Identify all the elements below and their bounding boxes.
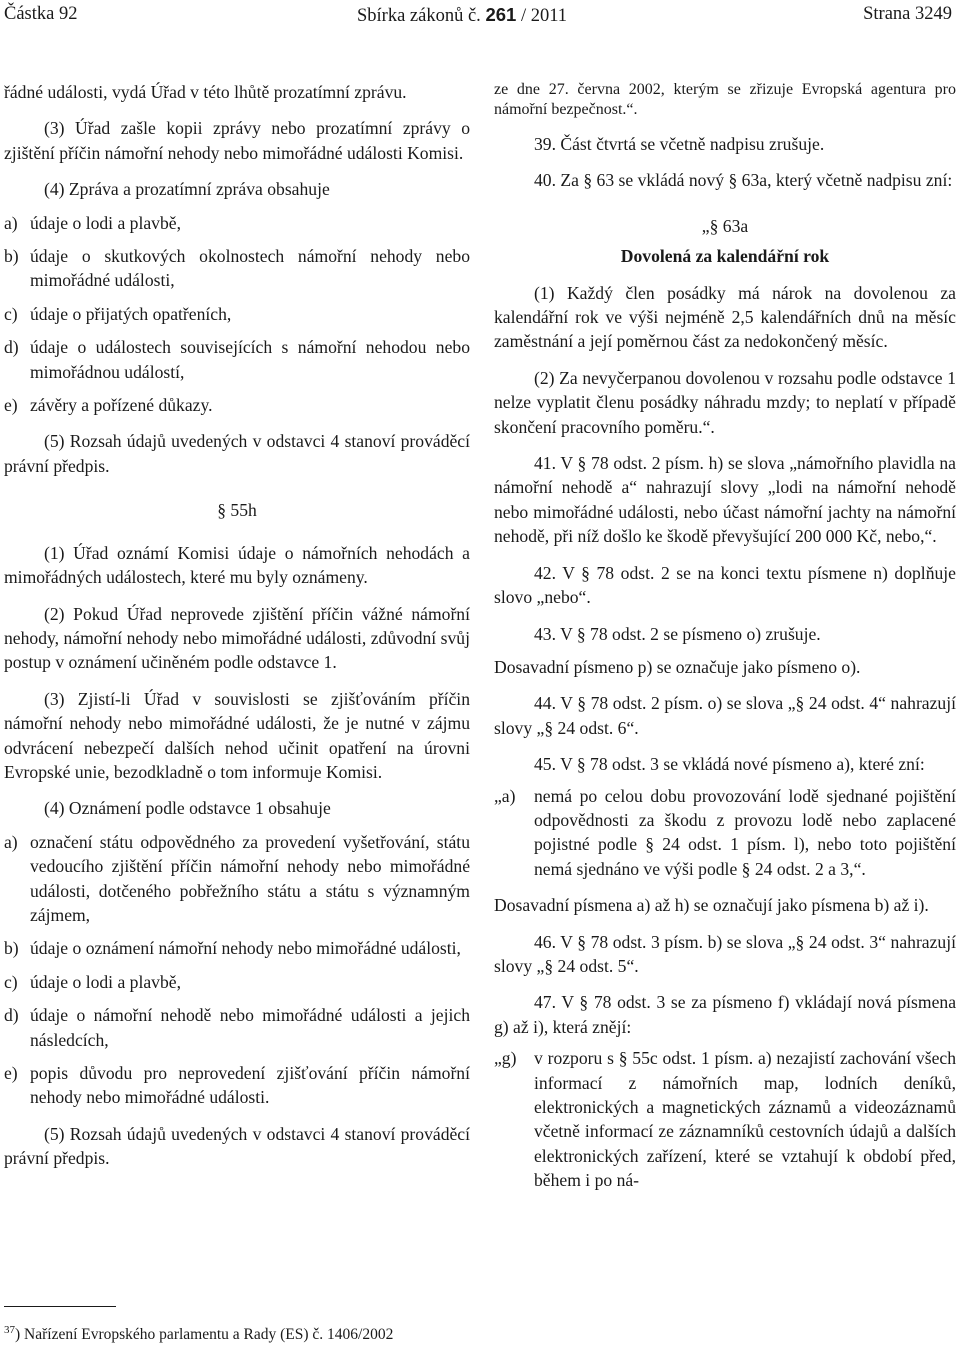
paragraph: (1) Úřad oznámí Komisi údaje o námořních nehodách a mimořádných událostech, které mu byly oznámeny.: [4, 542, 470, 588]
left-column: [4, 80, 470, 1171]
list-item: d) údaje o událostech souvisejících s námořní nehodou nebo mimořádnou událostí,: [4, 337, 470, 382]
footnote-text: ) Nařízení Evropského parlamentu a Rady (ES) č. 1406/2002: [15, 1326, 394, 1344]
section-title: Dovolená za kalendářní rok: [620, 246, 830, 267]
list-item: b) údaje o oznámení námořní nehody nebo mimořádné události,: [4, 938, 461, 959]
law-number: 261: [485, 4, 517, 25]
paragraph: (3) Zjistí-li Úřad v souvislosti se zjišťováním příčin námořní nehody nebo mimořádné události, že je nutné v zájmu odvrácení nebezpečí dalších nehod učinit opatření na úrovni Evropské unie, bezodkladně o tom informuje Komisi.: [4, 688, 470, 782]
paragraph: 47. V § 78 odst. 3 se za písmeno f) vkládají nová písmena g) až i), která znějí:: [494, 992, 956, 1037]
footnote-mark: 37: [4, 1324, 15, 1336]
footnote-divider: [4, 1306, 116, 1307]
paragraph: 43. V § 78 odst. 2 se písmeno o) zrušuje.: [534, 623, 821, 644]
paragraph: Dosavadní písmena a) až h) se označují jako písmena b) až i).: [494, 895, 929, 916]
list-item: a) údaje o lodi a plavbě,: [4, 212, 181, 233]
list-item: e) popis důvodu pro neprovedení zjišťování příčin námořní nehody nebo mimořádné události.: [4, 1063, 470, 1108]
paragraph: 42. V § 78 odst. 2 se na konci textu písmene n) doplňuje slovo „nebo“.: [494, 562, 956, 608]
paragraph: (5) Rozsah údajů uvedených v odstavci 4 stanoví prováděcí právní předpis.: [4, 1123, 470, 1169]
issue-number: Částka 92: [4, 4, 78, 24]
footnote: [4, 1320, 393, 1345]
paragraph: (4) Oznámení podle odstavce 1 obsahuje: [44, 798, 331, 819]
paragraph: 45. V § 78 odst. 3 se vkládá nové písmeno a), které zní:: [534, 754, 925, 775]
paragraph: řádné události, vydá Úřad v této lhůtě prozatímní zprávu.: [4, 82, 407, 102]
paragraph: (2) Za nevyčerpanou dovolenou v rozsahu podle odstavce 1 nelze vyplatit členu posádky náhradu mzdy; to neplatí v případě skončení pracovního poměru.“.: [494, 367, 956, 437]
paragraph: 40. Za § 63 se vkládá nový § 63a, který včetně nadpisu zní:: [534, 170, 953, 191]
paragraph: 46. V § 78 odst. 3 písm. b) se slova „§ 24 odst. 3“ nahrazují slovy „§ 24 odst. 5“.: [494, 931, 956, 976]
paragraph: (3) Úřad zašle kopii zprávy nebo prozatímní zprávy o zjištění příčin námořní nehody nebo mimořádné události Komisi.: [4, 118, 470, 163]
list-item: „a) nemá po celou dobu provozování lodě sjednané pojištění odpovědnosti za škodu z provozu lodě nebo zaplacené pojistné podle § 24 odst. 1 písm. l), nebo toto pojištění nemá sjednáno ve výši podle § 24 odst. 2 a 3,“.: [494, 785, 956, 879]
footnote-continuation: ze dne 27. června 2002, kterým se zřizuje Evropská agentura pro námořní bezpečnost.“.: [494, 81, 956, 118]
right-column: [494, 80, 956, 1193]
list-item: c) údaje o lodi a plavbě,: [4, 971, 181, 992]
paragraph: 41. V § 78 odst. 2 písm. h) se slova „námořního plavidla na námořní nehodě a“ nahrazují slovy „lodi na námořní nehodě nebo mimořádné události, nebo účast námořní jachty na námořní nehodě, při níž došlo ke škodě převyšující 200 000 Kč, nebo,“.: [494, 453, 956, 547]
list-item: d) údaje o námořní nehodě nebo mimořádné události a jejich následcích,: [4, 1005, 470, 1050]
list-item: c) údaje o přijatých opatřeních,: [4, 303, 232, 324]
paragraph: (5) Rozsah údajů uvedených v odstavci 4 stanoví prováděcí právní předpis.: [4, 431, 470, 476]
page-header: [4, 4, 956, 34]
list-item: „g) v rozporu s § 55c odst. 1 písm. a) nezajistí zachování všech informací z námořních map, lodních deníků, elektronických a magnetických záznamů a videozáznamů včetně informací ze záznamníků cestovních údajů a dalších elektronických zařízení, které se vztahují k období před, během i po ná-: [494, 1048, 956, 1191]
list-contents: [4, 830, 470, 1110]
paragraph: (4) Zpráva a prozatímní zpráva obsahuje: [44, 179, 330, 200]
collection-title: Sbírka zákonů č. 261 / 2011: [357, 4, 568, 26]
list-item: b) údaje o skutkových okolnostech námořní nehody nebo mimořádné události,: [4, 246, 470, 291]
paragraph: 39. Část čtvrtá se včetně nadpisu zrušuje.: [534, 134, 825, 154]
list-item: e) závěry a pořízené důkazy.: [4, 395, 213, 416]
list-contents: [4, 211, 470, 418]
paragraph: 44. V § 78 odst. 2 písm. o) se slova „§ 24 odst. 4“ nahrazují slovy „§ 24 odst. 6“.: [494, 693, 956, 738]
paragraph: Dosavadní písmeno p) se označuje jako písmeno o).: [494, 656, 861, 677]
page-number: Strana 3249: [863, 4, 952, 24]
section-heading: § 55h: [217, 500, 257, 521]
paragraph: (2) Pokud Úřad neprovede zjištění příčin vážné námořní nehody, námořní nehody nebo mimořádné události, zdůvodní svůj postup v oznámení učiněném podle odstavce 1.: [4, 603, 470, 673]
list-item: a) označení státu odpovědného za provedení vyšetřování, státu vedoucího zjištění příčin námořní nehody nebo mimořádné události, dotčeného pobřežního státu a státu s významným zájmem,: [4, 831, 470, 925]
paragraph: (1) Každý člen posádky má nárok na dovolenou za kalendářní rok ve výši nejméně 2,5 kalendářních dnů na měsíc zaměstnání a její poměrnou část za nedokončený měsíc.: [494, 282, 956, 352]
section-heading: „§ 63a: [701, 215, 749, 236]
